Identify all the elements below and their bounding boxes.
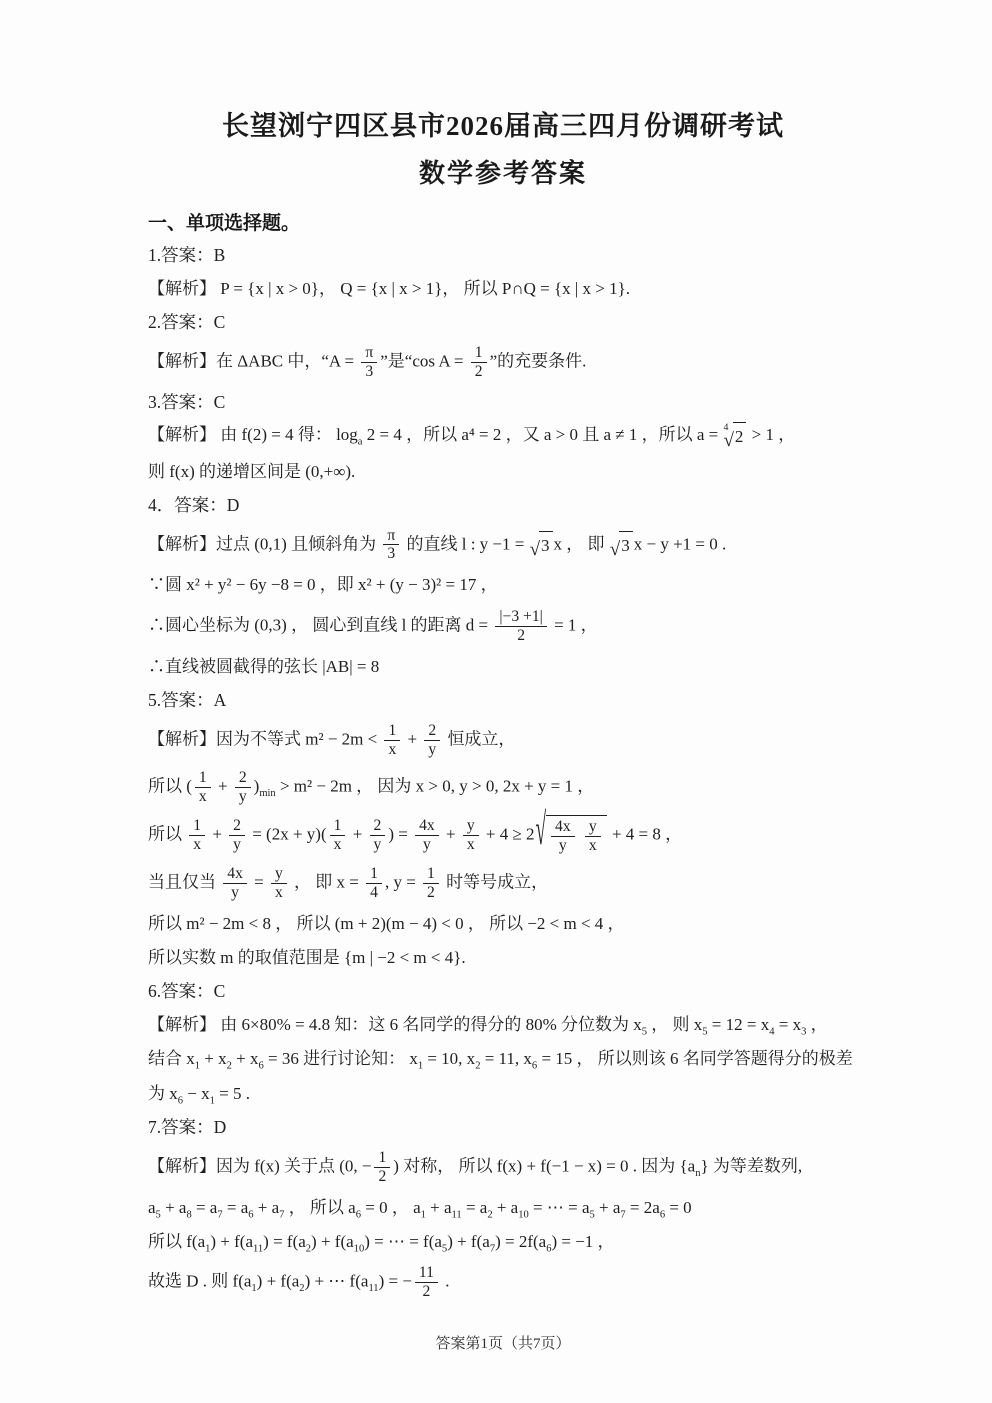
- fraction: [415, 817, 439, 854]
- fraction: [415, 1264, 438, 1301]
- subscript: 6: [659, 1208, 666, 1220]
- subscript: 7: [620, 1208, 626, 1220]
- subscript: 2: [226, 1060, 232, 1072]
- solution-line: 【解析】因为不等式 m² − 2m < $\frac{1}{x}$ + $\frac{2}{y}$ 恒成立，: [148, 721, 516, 758]
- subscript: 3: [801, 1026, 807, 1038]
- fraction-denominator: y: [238, 787, 247, 805]
- subscript: 10: [353, 1243, 365, 1255]
- solution-line: 所以 m² − 2m < 8 ， 所以 (m + 2)(m − 4) < 0 ， 所以 −2 < m < 4 ，: [148, 913, 625, 933]
- document-title: 长望浏宁四区县市2026届高三四月份调研考试: [222, 111, 784, 141]
- fraction-numerator: 2: [229, 817, 245, 836]
- radical: [530, 531, 553, 559]
- question-block: [148, 689, 858, 971]
- fraction: [271, 865, 287, 902]
- fraction-numerator: 1: [330, 817, 346, 836]
- fraction: [463, 817, 479, 854]
- fraction: [424, 722, 440, 759]
- fraction-denominator: x: [333, 835, 342, 853]
- fraction-numerator: 11: [415, 1264, 438, 1283]
- radical-sign-icon: √: [723, 430, 734, 452]
- fraction-denominator: x: [274, 883, 283, 901]
- subscript: 6: [355, 1208, 361, 1220]
- answer-line: 1.答案：B: [148, 245, 226, 265]
- question-block: [148, 391, 858, 485]
- subscript: 6: [177, 1095, 184, 1107]
- fraction: [551, 818, 575, 855]
- radicand: 3: [539, 531, 553, 559]
- fraction: [495, 608, 546, 645]
- fraction: [195, 769, 211, 806]
- subscript: n: [695, 1167, 701, 1179]
- fraction-denominator: x: [388, 740, 397, 758]
- radical-sign-icon: √: [609, 539, 621, 561]
- fraction-denominator: 2: [422, 1283, 431, 1301]
- subscript: 6: [248, 1208, 254, 1220]
- fraction-numerator: 1: [366, 865, 382, 884]
- fraction: [384, 722, 400, 759]
- fraction-numerator: y: [463, 817, 479, 836]
- fraction-numerator: 1: [189, 817, 205, 836]
- subscript: 2: [299, 1283, 305, 1295]
- fraction-denominator: y: [231, 883, 239, 901]
- solution-line: 【解析】 P = {x | x > 0}， Q = {x | x > 1}， 所以 P∩Q = {x | x > 1}.: [148, 278, 631, 298]
- solution-line: 【解析】在 ΔABC 中，“A = $\frac{\pi}{3}$ ”是“cos A = $\frac{1}{2}$ ”的充要条件.: [148, 343, 587, 380]
- fraction-denominator: x: [198, 787, 207, 805]
- solution-line: 【解析】因为 f(x) 关于点 (0, − $\frac{1}{2}$ ) 对称， 所以 f(x) + f(−1 − x) = 0 . 因为 $\{a_n\}$ 为等差数列,: [148, 1148, 803, 1185]
- radicand: 2: [733, 422, 747, 450]
- answer-line: 2.答案：C: [148, 311, 226, 332]
- subscript: 1: [205, 1243, 211, 1255]
- fraction-numerator: y: [271, 865, 287, 884]
- question-block: [148, 311, 858, 382]
- subscript: 5: [702, 1026, 708, 1038]
- fraction-denominator: 2: [427, 883, 435, 901]
- question-block: [148, 494, 858, 680]
- subscript: 1: [209, 1095, 215, 1107]
- solution-line: 所以实数 m 的取值范围是 {m | −2 < m < 4}.: [148, 947, 466, 967]
- page-footer: 答案第1页（共7页）: [435, 1336, 571, 1353]
- subscript: 5: [441, 1243, 448, 1255]
- fraction-numerator: 2: [370, 817, 386, 836]
- fraction-denominator: 3: [365, 362, 374, 380]
- fraction-denominator: 2: [378, 1167, 387, 1185]
- document-subtitle: 数学参考答案: [418, 159, 587, 188]
- fraction-numerator: 1: [195, 769, 211, 788]
- subscript: 6: [531, 1060, 538, 1072]
- subscript: 5: [641, 1026, 648, 1038]
- question-block: [148, 1116, 858, 1302]
- answer-line: 4．答案：D: [148, 494, 240, 515]
- fraction-denominator: x: [588, 836, 597, 854]
- subscript: 1: [251, 1283, 257, 1295]
- question-block: [148, 244, 858, 302]
- subscript: 4: [769, 1026, 775, 1038]
- subscript: 1: [194, 1060, 201, 1072]
- fraction: [330, 817, 346, 854]
- radical: [724, 422, 747, 450]
- subscript: 5: [589, 1208, 595, 1220]
- solution-line: 则 f(x) 的递增区间是 (0,+∞).: [148, 461, 356, 481]
- answer-line: 7.答案：D: [148, 1116, 227, 1137]
- subscript: 7: [217, 1208, 223, 1220]
- radicand: 3: [619, 531, 633, 559]
- subscript: 1: [420, 1208, 426, 1220]
- radical-sign-icon: √: [535, 806, 547, 856]
- subscript: 2: [475, 1060, 481, 1072]
- solution-line: ∵圆 x² + y² − 6y −8 = 0 ，即 x² + (y − 3)² = 17 ，: [148, 575, 498, 595]
- answer-line: 5.答案：A: [148, 690, 227, 711]
- fraction: [229, 817, 245, 854]
- fraction-denominator: y: [558, 836, 567, 854]
- fraction: [374, 1149, 390, 1186]
- subscript: 11: [253, 1243, 264, 1255]
- fraction-numerator: 2: [235, 769, 251, 788]
- fraction-numerator: 1: [374, 1149, 390, 1168]
- answer-line: 3.答案：C: [148, 391, 226, 412]
- fraction-denominator: y: [373, 835, 382, 853]
- radicand: [546, 815, 607, 856]
- subscript: min: [259, 787, 276, 799]
- fraction-numerator: |−3 +1|: [495, 608, 546, 627]
- radical: [610, 531, 633, 559]
- subscript: 1: [417, 1060, 424, 1072]
- solution-line: ∴直线被圆截得的弦长 |AB| = 8: [148, 656, 380, 676]
- fraction: [366, 865, 382, 902]
- subscript: 6: [546, 1243, 552, 1255]
- fraction-denominator: 2: [474, 362, 483, 380]
- subscript: 8: [186, 1208, 192, 1220]
- fraction: [370, 817, 386, 854]
- solution-line: 【解析】 由 f(2) = 4 得： $\log_a 2 = 4$ ，所以 a⁴ = 2 ，又 a > 0 且 a ≠ 1 ，所以 a = 4 √ 2 > 1 ，: [148, 422, 796, 452]
- fraction-numerator: y: [585, 818, 601, 837]
- fraction-denominator: 2: [517, 626, 525, 644]
- fraction-denominator: y: [428, 740, 437, 758]
- subscript: 2: [487, 1208, 493, 1220]
- subscript: 11: [451, 1208, 462, 1220]
- fraction: [189, 817, 205, 854]
- solution-line: 所以 ( $\frac{1}{x}$ + $\frac{2}{y}$ )$_{min} > m^2 - 2m$ ， 因为 x > 0, y > 0, 2x + y = 1 ，: [148, 768, 595, 805]
- fraction: [383, 527, 399, 564]
- radical-sign-icon: √: [529, 539, 541, 561]
- subscript: 7: [489, 1243, 496, 1255]
- subscript: 5: [155, 1208, 161, 1220]
- solution-line: 【解析】 由 6×80% = 4.8 知：这 6 名同学的得分的 80% 分位数为 $x_5$ ， 则 $x_5 = 12 = x_4 = x_3$ ，: [148, 1014, 828, 1038]
- fraction-numerator: π: [361, 344, 377, 363]
- fraction: [235, 769, 251, 806]
- fraction: [585, 818, 601, 855]
- radical: [535, 806, 607, 856]
- solution-line: ∴圆心坐标为 (0,3) ， 圆心到直线 l 的距离 d = $\frac{|-3 +1|}{2}$ = 1 ，: [148, 607, 598, 644]
- fraction: [471, 344, 487, 381]
- fraction-denominator: x: [466, 835, 475, 853]
- solution-line: 故选 D . 则 $f(a_1) + f(a_2)$ + ⋯ $f(a_{11})$ = − $\frac{11}{2}$ .: [148, 1264, 450, 1301]
- answer-line: 6.答案：C: [148, 981, 226, 1002]
- fraction: [423, 865, 439, 902]
- solution-line: 所以 $f(a_1) + f(a_{11}) = f(a_2) + f(a_{10})$ = ⋯ = $f(a_5) + f(a_7) = 2f(a_6) = -1$ ，: [148, 1231, 615, 1255]
- fraction-numerator: 4x: [223, 865, 247, 884]
- fraction-denominator: 3: [387, 545, 396, 563]
- fraction-numerator: 2: [424, 722, 440, 741]
- solution-line: 当且仅当 $\frac{4x}{y}$ = $\frac{y}{x}$ ， 即 x = $\frac{1}{4}$ , y = $\frac{1}{2}$ 时等号成立，: [148, 864, 549, 901]
- fraction: [223, 865, 247, 902]
- fraction-numerator: 4x: [551, 818, 575, 837]
- fraction-denominator: y: [233, 835, 241, 853]
- section-heading: 一、单项选择题。: [148, 213, 301, 234]
- subscript: a: [357, 436, 363, 448]
- subscript: 11: [368, 1283, 379, 1295]
- subscript: 7: [279, 1208, 285, 1220]
- question-block: [148, 980, 858, 1107]
- fraction-numerator: 1: [471, 344, 487, 363]
- solution-line: 所以 $\frac{1}{x}$ + $\frac{2}{y}$ = (2x + y)( $\frac{1}{x}$ + $\frac{2}{y}$ ) = $\frac{4x}{y}$ + $\frac{y}{x}$ + 4 ≥ 2 √ $\frac{4x}{y}$ $\frac{y}{x}$ + 4 = 8 ，: [148, 806, 683, 856]
- radical-index: 4: [723, 422, 729, 434]
- subscript: 10: [518, 1208, 529, 1220]
- fraction-numerator: π: [383, 527, 399, 546]
- fraction: [361, 344, 377, 381]
- solution-line: 结合 $x_1 + x_2 + x_6 = 36$ 进行讨论知： $x_1 = 10$, $x_2 = 11$, $x_6 = 15$ ， 所以则该 6 名同学答题得分的极差: [148, 1049, 853, 1072]
- solution-line: 为 $x_6 - x_1 = 5$ .: [148, 1083, 250, 1107]
- solution-line: $a_5 + a_8 = a_7 = a_6 + a_7$ ， 所以 $a_6 = 0$ ， $a_1 + a_{11} = a_2 + a_{10}$ = ⋯ = $a_5 + a_7 = 2a_6 = 0$: [148, 1197, 692, 1220]
- fraction-numerator: 1: [384, 722, 400, 741]
- solution-line: 【解析】过点 (0,1) 且倾斜角为 $\frac{\pi}{3}$ 的直线 l : y −1 = √ 3 x ， 即 √ 3 x − y +1 = 0 .: [148, 526, 727, 563]
- fraction-denominator: y: [423, 835, 431, 853]
- fraction-denominator: 4: [370, 883, 378, 901]
- subscript: 6: [258, 1060, 264, 1072]
- subscript: 2: [305, 1243, 312, 1255]
- questions-container: [148, 244, 858, 1302]
- fraction-denominator: x: [193, 835, 202, 853]
- fraction-numerator: 4x: [415, 817, 439, 836]
- fraction-numerator: 1: [423, 865, 439, 884]
